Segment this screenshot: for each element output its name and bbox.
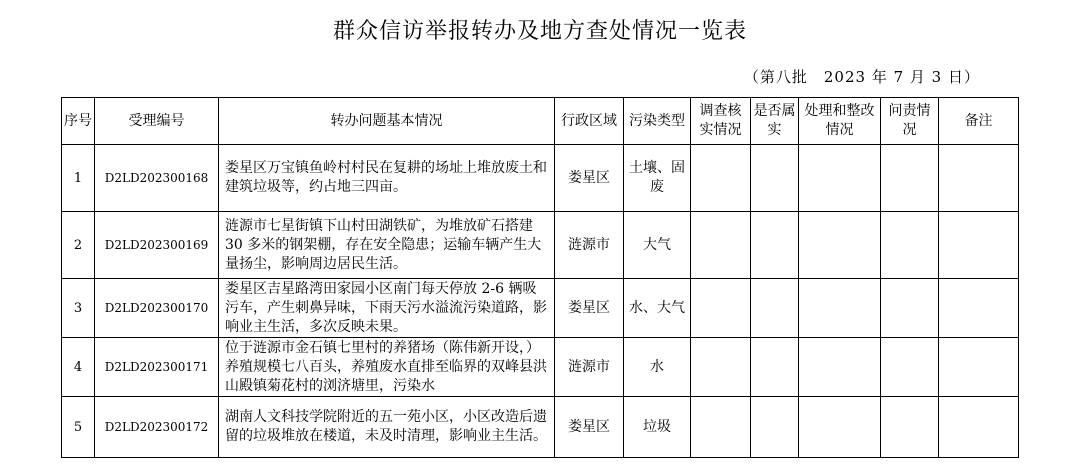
cell-seq: 5 [62, 397, 95, 458]
cell-verified [751, 338, 799, 397]
cell-region: 涟源市 [555, 338, 624, 397]
cell-handling [799, 279, 881, 338]
complaints-table [61, 97, 1019, 458]
cell-issue: 位于涟源市金石镇七里村的养猪场（陈伟新开设，）养殖规模七八百头，养殖废水直排至临界的双峰县洪山殿镇菊花村的浏济塘里，污染水 [219, 338, 555, 397]
cell-region: 娄星区 [555, 145, 624, 212]
header-investigation: 调查核实情况 [691, 98, 751, 145]
cell-investigation [691, 338, 751, 397]
cell-handling [799, 338, 881, 397]
cell-issue: 娄星区万宝镇鱼岭村村民在复耕的场址上堆放废土和建筑垃圾等，约占地三四亩。 [219, 145, 555, 212]
cell-region: 涟源市 [555, 212, 624, 279]
cell-seq: 3 [62, 279, 95, 338]
header-verified: 是否属实 [751, 98, 799, 145]
header-remarks: 备注 [939, 98, 1019, 145]
cell-verified [751, 212, 799, 279]
header-pollution: 污染类型 [624, 98, 691, 145]
cell-accountability [881, 145, 939, 212]
cell-remarks [939, 212, 1019, 279]
cell-pollution: 水、大气 [624, 279, 691, 338]
header-seq: 序号 [62, 98, 95, 145]
cell-accountability [881, 397, 939, 458]
cell-seq: 4 [62, 338, 95, 397]
cell-handling [799, 145, 881, 212]
cell-issue: 湖南人文科技学院附近的五一苑小区，小区改造后遗留的垃圾堆放在楼道，未及时清理，影响业主生活。 [219, 397, 555, 458]
cell-verified [751, 279, 799, 338]
cell-handling [799, 397, 881, 458]
cell-accountability [881, 279, 939, 338]
table-row [62, 212, 1019, 279]
table-row [62, 397, 1019, 458]
header-code: 受理编号 [95, 98, 219, 145]
cell-accountability [881, 338, 939, 397]
cell-remarks [939, 338, 1019, 397]
table-row [62, 145, 1019, 212]
cell-investigation [691, 397, 751, 458]
cell-remarks [939, 397, 1019, 458]
cell-investigation [691, 145, 751, 212]
cell-pollution: 水 [624, 338, 691, 397]
header-accountability: 问责情况 [881, 98, 939, 145]
header-region: 行政区域 [555, 98, 624, 145]
header-row [62, 98, 1019, 145]
cell-investigation [691, 212, 751, 279]
cell-code: D2LD202300168 [95, 145, 219, 212]
cell-accountability [881, 212, 939, 279]
cell-region: 娄星区 [555, 397, 624, 458]
batch-date: （第八批 2023 年 7 月 3 日） [743, 68, 980, 86]
cell-code: D2LD202300169 [95, 212, 219, 279]
cell-investigation [691, 279, 751, 338]
cell-issue: 娄星区吉星路湾田家园小区南门每天停放 2-6 辆吸污车，产生刺鼻异味，下雨天污水溢流污染道路，影响业主生活，多次反映未果。 [219, 279, 555, 338]
cell-region: 娄星区 [555, 279, 624, 338]
cell-verified [751, 145, 799, 212]
cell-code: D2LD202300172 [95, 397, 219, 458]
table-row [62, 279, 1019, 338]
header-issue: 转办问题基本情况 [219, 98, 555, 145]
cell-seq: 2 [62, 212, 95, 279]
page-title: 群众信访举报转办及地方查处情况一览表 [332, 19, 747, 44]
cell-pollution: 垃圾 [624, 397, 691, 458]
cell-seq: 1 [62, 145, 95, 212]
cell-remarks [939, 279, 1019, 338]
cell-pollution: 大气 [624, 212, 691, 279]
cell-code: D2LD202300171 [95, 338, 219, 397]
table-row [62, 338, 1019, 397]
cell-pollution: 土壤、固废 [624, 145, 691, 212]
cell-remarks [939, 145, 1019, 212]
cell-issue: 涟源市七星街镇下山村田湖铁矿，为堆放矿石搭建 30 多米的钢架棚，存在安全隐患；运输车辆产生大量扬尘，影响周边居民生活。 [219, 212, 555, 279]
cell-verified [751, 397, 799, 458]
cell-handling [799, 212, 881, 279]
cell-code: D2LD202300170 [95, 279, 219, 338]
header-handling: 处理和整改情况 [799, 98, 881, 145]
